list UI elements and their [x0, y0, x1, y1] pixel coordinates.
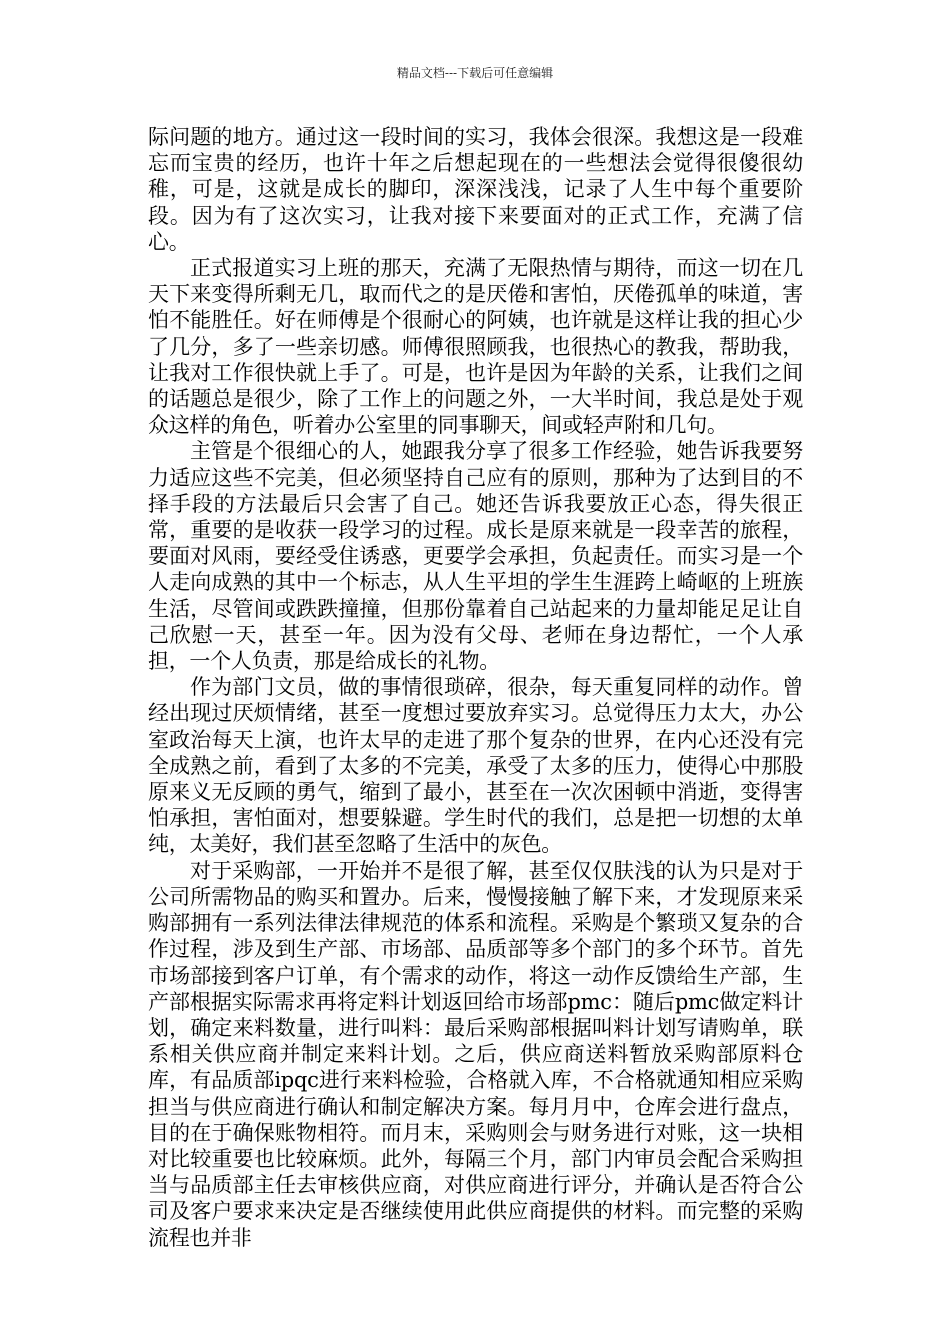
document-body	[148, 124, 803, 1251]
paragraph-3: 主管是个很细心的人，她跟我分享了很多工作经验，她告诉我要努力适应这些不完美，但必须坚持自己应有的原则，那种为了达到目的不择手段的方法最后只会害了自己。她还告诉我要放正心态，得失很正常，重要的是收获一段学习的过程。成长是原来就是一段幸苦的旅程，要面对风雨，要经受住诱惑，更要学会承担，负起责任。而实习是一个人走向成熟的其中一个标志，从人生平坦的学生生涯跨上崎岖的上班族生活，尽管间或跌跌撞撞，但那份靠着自己站起来的力量却能足足让自己欣慰一天，甚至一年。因为没有父母、老师在身边帮忙，一个人承担，一个人负责，那是给成长的礼物。	[148, 439, 803, 674]
page-header: 精品文档---下载后可任意编辑	[396, 66, 554, 80]
paragraph-1: 际问题的地方。通过这一段时间的实习，我体会很深。我想这是一段难忘而宝贵的经历，也许十年之后想起现在的一些想法会觉得很傻很幼稚，可是，这就是成长的脚印，深深浅浅，记录了人生中每个重要阶段。因为有了这次实习，让我对接下来要面对的正式工作，充满了信心。	[148, 125, 803, 254]
paragraph-5: 对于采购部，一开始并不是很了解，甚至仅仅肤浅的认为只是对于公司所需物品的购买和置办。后来，慢慢接触了解下来，才发现原来采购部拥有一系列法律法律规范的体系和流程。采购是个繁琐又复杂的合作过程，涉及到生产部、市场部、品质部等多个部门的多个环节。首先市场部接到客户订单，有个需求的动作，将这一动作反馈给生产部，生产部根据实际需求再将定料计划返回给市场部pmc：随后pmc做定料计划，确定来料数量，进行叫料：最后采购部根据叫料计划写请购单，联系相关供应商并制定来料计划。之后，供应商送料暂放采购部原料仓库，有品质部ipqc进行来料检验，合格就入库，不合格就通知相应采购担当与供应商进行确认和制定解决方案。每月月中，仓库会进行盘点，目的在于确保账物相符。而月末，采购则会与财务进行对账，这一块相对比较重要也比较麻烦。此外，每隔三个月，部门内审员会配合采购担当与品质部主任去审核供应商，对供应商进行评分，并确认是否符合公司及客户要求来决定是否继续使用此供应商提供的材料。而完整的采购流程也并非	[148, 858, 803, 1250]
paragraph-2: 正式报道实习上班的那天，充满了无限热情与期待，而这一切在几天下来变得所剩无几，取而代之的是厌倦和害怕，厌倦孤单的味道，害怕不能胜任。好在师傅是个很耐心的阿姨，也许就是这样让我的担心少了几分，多了一些亲切感。师傅很照顾我，也很热心的教我，帮助我，让我对工作很快就上手了。可是，也许是因为年龄的关系，让我们之间的话题总是很少，除了工作上的问题之外，一大半时间，我总是处于观众这样的角色，听着办公室里的同事聊天，间或轻声附和几句。	[148, 256, 803, 438]
paragraph-4: 作为部门文员，做的事情很琐碎，很杂，每天重复同样的动作。曾经出现过厌烦情绪，甚至一度想过要放弃实习。总觉得压力太大，办公室政治每天上演，也许太早的走进了那个复杂的世界，在内心还没有完全成熟之前，看到了太多的不完美，承受了太多的压力，使得心中那股原来义无反顾的勇气，缩到了最小，甚至在一次次困顿中消逝，变得害怕承担，害怕面对，想要躲避。学生时代的我们，总是把一切想的太单纯，太美好，我们甚至忽略了生活中的灰色。	[148, 675, 803, 857]
